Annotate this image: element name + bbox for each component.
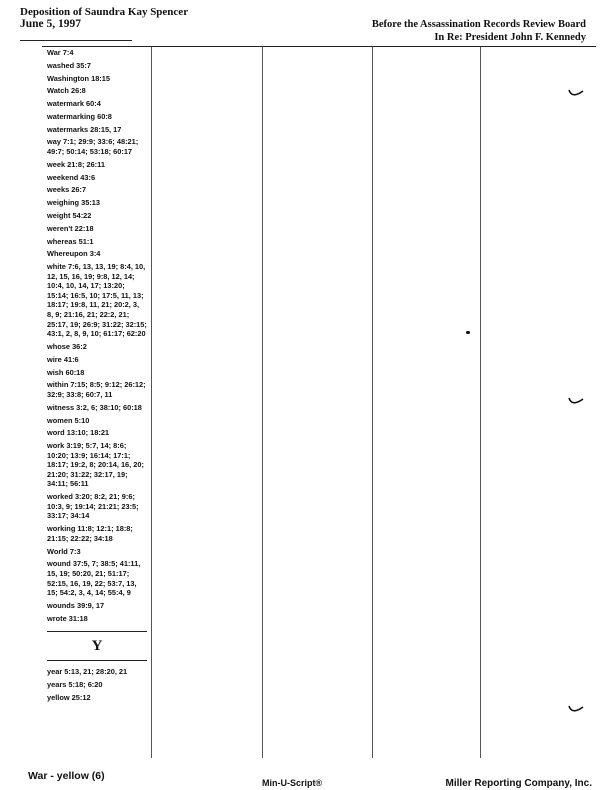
index-word: whose — [47, 342, 70, 352]
index-page-refs: 7:4 — [62, 48, 74, 57]
index-word: Watch — [47, 86, 69, 96]
column-divider-2 — [262, 47, 263, 758]
index-word: worked — [47, 492, 73, 502]
index-page-refs: 5:13, 21; 28:20, 21 — [64, 667, 128, 677]
index-word: white — [47, 262, 66, 272]
index-entry — [47, 441, 147, 489]
index-entry — [47, 601, 147, 611]
index-page-refs: 36:2 — [72, 342, 87, 352]
footer-company: Miller Reporting Company, Inc. — [445, 778, 592, 789]
index-entry — [47, 211, 147, 221]
index-entry — [47, 249, 147, 259]
index-page-refs: 21:8; 26:11 — [67, 159, 105, 169]
index-page-refs: 7:6, 13, 13, 19; 8:4, 10, 12, 15, 16, 19; 9:8, 12, 14; 10:4, 10, 14, 17; 13:20; 15:14; 16:5, 10; 17:5, 11, 13; 18:17; 19:8, 11, 21; 20:2, 3, 8, 9; 21:16, 21; 22:2, 21; 25:17, 19; 26:9; 31:22; 32:15; 43:1, 2, 8, 9, 10; 61:17; 62:20 — [47, 262, 147, 339]
index-page-refs: 31:18 — [68, 613, 88, 623]
index-word: women — [47, 415, 73, 425]
index-column — [47, 48, 147, 706]
column-divider-1 — [151, 47, 152, 758]
index-word: whereas — [47, 236, 77, 246]
board-header — [372, 18, 586, 44]
index-word: witness — [47, 402, 75, 412]
index-word: Washington — [47, 73, 90, 83]
index-page-refs: 28:15, 17 — [90, 124, 122, 134]
index-section-w — [47, 48, 147, 623]
index-page-refs: 7:1; 29:9; 33:6; 48:21; 49:7; 50:14; 53:18; 60:17 — [47, 137, 139, 157]
index-entry — [47, 524, 147, 543]
index-page-refs: 3:2, 6; 38:10; 60:18 — [76, 402, 142, 412]
index-entry — [47, 667, 147, 677]
index-entry — [47, 680, 147, 690]
index-entry — [47, 112, 147, 122]
index-entry — [47, 380, 147, 399]
index-page-refs: 22:18 — [74, 223, 94, 233]
index-entry — [47, 185, 147, 195]
index-entry — [47, 693, 147, 703]
index-page-refs: 26:7 — [71, 185, 87, 195]
index-word: yellow — [47, 692, 70, 702]
index-word: word — [47, 428, 65, 438]
index-entry — [47, 99, 147, 109]
index-entry — [47, 428, 147, 438]
index-entry — [47, 355, 147, 365]
index-entry — [47, 137, 147, 156]
index-page-refs: 43:6 — [80, 172, 96, 182]
column-divider-3 — [372, 47, 373, 758]
index-entry — [47, 559, 147, 597]
index-page-refs: 60:8 — [97, 111, 112, 121]
index-page-refs: 25:12 — [71, 692, 91, 702]
index-page-refs: 54:22 — [72, 210, 92, 220]
index-page-refs: 5:10 — [74, 415, 90, 425]
index-page-refs: 3:19; 5:7, 14; 8:6; 10:20; 13:9; 16:14; 17:1; 18:17; 19:2, 8; 20:14, 16, 20; 21:20; 31:22; 32:17, 19; 34:11; 56:11 — [47, 441, 144, 489]
scan-speck — [466, 331, 470, 334]
index-page-refs: 26:8 — [70, 86, 86, 96]
index-section-y — [47, 667, 147, 702]
case-reference: In Re: President John F. Kennedy — [434, 32, 586, 43]
index-word: watermarks — [47, 124, 89, 134]
index-word: way — [47, 137, 61, 147]
index-word: watermarking — [47, 111, 96, 121]
index-page-refs: 7:15; 8:5; 9:12; 26:12; 32:9; 33:8; 60:7, 11 — [47, 380, 146, 399]
index-word: World — [47, 546, 68, 556]
index-entry — [47, 342, 147, 352]
index-word: War — [47, 48, 61, 57]
index-page-refs: 18:15 — [91, 73, 110, 83]
index-word: wrote — [47, 613, 67, 623]
index-entry — [47, 173, 147, 183]
index-entry — [47, 614, 147, 624]
index-page-refs: 11:8; 12:1; 18:8; 21:15; 22:22; 34:18 — [47, 524, 133, 543]
binder-ring-icon — [568, 396, 584, 408]
index-entry — [47, 368, 147, 378]
index-word: wire — [47, 354, 62, 364]
deposition-header — [20, 6, 188, 30]
index-page-refs: 35:7 — [76, 60, 91, 70]
index-word: year — [47, 667, 63, 677]
deposition-date: June 5, 1997 — [20, 18, 82, 30]
index-page-refs: 60:18 — [65, 367, 85, 377]
index-page-refs: 13:10; 18:21 — [66, 428, 110, 438]
index-word: watermark — [47, 99, 84, 109]
index-entry — [47, 86, 147, 96]
index-entry — [47, 61, 147, 71]
index-page-refs: 39:9, 17 — [76, 600, 105, 610]
index-page-refs: 41:6 — [63, 354, 79, 364]
binder-ring-icon — [568, 704, 584, 716]
index-page-refs: 3:20; 8:2, 21; 9:6; 10:3, 9; 19:14; 21:21; 23:5; 33:17; 34:14 — [47, 492, 139, 521]
index-word: within — [47, 380, 69, 390]
index-page-refs: 35:13 — [81, 198, 100, 208]
index-word: weeks — [47, 185, 70, 195]
index-page-refs: 5:18; 6:20 — [68, 680, 103, 690]
deponent-name: Deposition of Saundra Kay Spencer — [20, 6, 189, 18]
index-word: wound — [47, 559, 71, 569]
index-entry — [47, 547, 147, 557]
index-entry — [47, 224, 147, 234]
index-page-refs: 60:4 — [86, 99, 101, 109]
index-entry — [47, 237, 147, 247]
index-word: weekend — [47, 172, 79, 182]
page-footer — [0, 770, 612, 790]
letter-heading-y: Y — [47, 631, 147, 661]
index-entry — [47, 262, 147, 339]
index-word: weighing — [47, 198, 80, 208]
board-name: Before the Assassination Records Review Board — [371, 19, 586, 30]
column-divider-4 — [480, 47, 481, 758]
index-word: wish — [47, 367, 64, 377]
index-entry — [47, 416, 147, 426]
footer-product: Min-U-Script® — [262, 778, 323, 788]
index-word: washed — [47, 60, 75, 70]
index-entry — [47, 160, 147, 170]
index-word: working — [47, 524, 76, 534]
index-word: Whereupon — [47, 249, 88, 259]
index-page-refs: 37:5, 7; 38:5; 41:11, 15, 19; 50:20, 21; 51:17; 52:15, 16, 19, 22; 53:7, 13, 15; 54:2, 3, 4, 14; 55:4, 9 — [47, 559, 141, 598]
index-entry — [47, 403, 147, 413]
index-word: week — [47, 159, 66, 169]
header-rule — [42, 46, 596, 47]
index-word: weren't — [47, 223, 73, 233]
binder-ring-icon — [568, 88, 584, 100]
index-entry — [47, 48, 147, 58]
index-entry — [47, 198, 147, 208]
index-page-refs: 3:4 — [89, 249, 101, 259]
index-entry — [47, 74, 147, 84]
index-word: wounds — [47, 600, 75, 610]
index-word: work — [47, 441, 65, 451]
header-underline — [20, 40, 132, 41]
index-word: weight — [47, 210, 71, 220]
index-entry — [47, 125, 147, 135]
index-word: years — [47, 680, 67, 690]
footer-range: War - yellow (6) — [28, 770, 105, 782]
index-entry — [47, 492, 147, 521]
index-page-refs: 51:1 — [78, 236, 94, 246]
index-page-refs: 7:3 — [69, 546, 81, 556]
